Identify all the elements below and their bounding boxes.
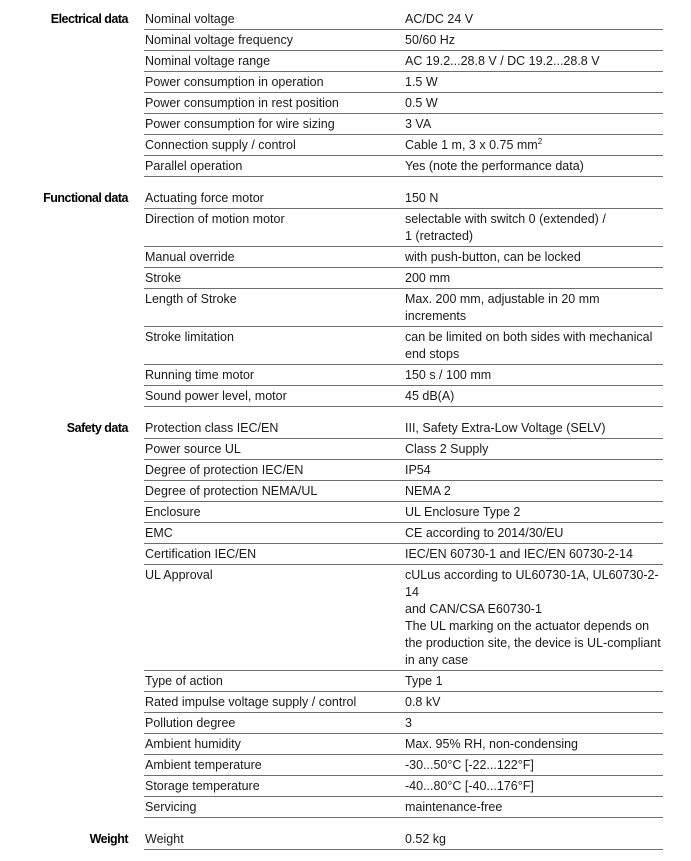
spec-row [144,268,663,289]
spec-label: Nominal voltage [145,12,235,26]
spec-row [144,439,663,460]
spec-value-line: 45 dB(A) [405,389,455,403]
spec-section-weight [0,829,691,850]
spec-row [144,135,663,156]
spec-value [405,270,663,287]
spec-value-line: AC 19.2...28.8 V / DC 19.2...28.8 V [405,54,600,68]
section-title: Weight [89,832,128,846]
spec-value [405,32,663,49]
spec-value [405,291,663,325]
spec-value [405,367,663,384]
superscript-2: 2 [537,136,543,146]
spec-label: Power consumption in rest position [145,96,339,110]
spec-row [144,565,663,671]
spec-label: EMC [145,526,173,540]
spec-value-line: NEMA 2 [405,484,451,498]
spec-value [405,158,663,175]
spec-value-line: 0.5 W [405,96,438,110]
spec-value-line: UL Enclosure Type 2 [405,505,521,519]
spec-row [144,188,663,209]
spec-value-line: 0.8 kV [405,695,441,709]
section-title: Safety data [66,421,128,435]
spec-value-line: AC/DC 24 V [405,12,474,26]
spec-value-line: Yes (note the performance data) [405,159,584,173]
spec-value [405,190,663,207]
spec-rows [144,188,663,407]
spec-rows [144,829,663,850]
spec-value-line: -30...50°C [-22...122°F] [405,758,534,772]
spec-row [144,289,663,327]
spec-value-line: 150 s / 100 mm [405,368,492,382]
spec-value [405,74,663,91]
spec-value-line: cULus according to UL60730-1A, UL60730-2-14 [405,568,659,599]
spec-label: Stroke [145,271,182,285]
spec-label: Connection supply / control [145,138,296,152]
spec-section-electrical-data [0,9,691,177]
spec-row [144,776,663,797]
spec-row [144,692,663,713]
spec-value [405,137,663,154]
spec-row [144,734,663,755]
spec-row [144,460,663,481]
spec-label: Nominal voltage frequency [145,33,293,47]
spec-value [405,715,663,732]
spec-row [144,755,663,776]
spec-value [405,778,663,795]
spec-value [405,799,663,816]
spec-label: Enclosure [145,505,201,519]
spec-row [144,209,663,247]
spec-value [405,567,663,669]
spec-value-line: in any case [405,653,469,667]
spec-row [144,797,663,818]
spec-row [144,365,663,386]
spec-row [144,713,663,734]
spec-label: Degree of protection IEC/EN [145,463,304,477]
spec-row [144,671,663,692]
spec-value-line: can be limited on both sides with mechanical [405,330,653,344]
spec-value-line: 1.5 W [405,75,438,89]
spec-value-line: III, Safety Extra-Low Voltage (SELV) [405,421,606,435]
spec-value-line: Cable 1 m, 3 x 0.75 $mm^2$ [405,136,543,152]
spec-value [405,441,663,458]
spec-value [405,388,663,405]
spec-row [144,327,663,365]
spec-row [144,829,663,850]
spec-value [405,249,663,266]
spec-value [405,694,663,711]
spec-value-line: 0.52 kg [405,832,447,846]
spec-value [405,420,663,437]
spec-value [405,525,663,542]
spec-row [144,523,663,544]
spec-value [405,11,663,28]
spec-row [144,418,663,439]
spec-rows [144,9,663,177]
spec-value-line: Max. 95% RH, non-condensing [405,737,579,751]
spec-value-line: 150 N [405,191,439,205]
spec-value-line: end stops [405,347,460,361]
spec-label: Manual override [145,250,235,264]
spec-value-line: 3 VA [405,117,432,131]
spec-value-line: The UL marking on the actuator depends on [405,619,650,633]
spec-label: Ambient temperature [145,758,262,772]
spec-value [405,211,663,245]
spec-value-line: and CAN/CSA E60730-1 [405,602,542,616]
spec-label: UL Approval [145,568,213,582]
spec-value-line: 3 [405,716,412,730]
spec-label: Type of action [145,674,223,688]
spec-value [405,116,663,133]
spec-value [405,673,663,690]
spec-label: Degree of protection NEMA/UL [145,484,318,498]
spec-label: Running time motor [145,368,255,382]
spec-value-line: 1 (retracted) [405,229,474,243]
spec-row [144,481,663,502]
spec-value [405,95,663,112]
spec-value-line: Class 2 Supply [405,442,489,456]
spec-section-functional-data [0,188,691,407]
spec-label: Direction of motion motor [145,212,285,226]
spec-row [144,93,663,114]
spec-label: Power consumption for wire sizing [145,117,335,131]
spec-label: Rated impulse voltage supply / control [145,695,357,709]
spec-value [405,546,663,563]
spec-label: Certification IEC/EN [145,547,257,561]
spec-value-line: selectable with switch 0 (extended) / [405,212,606,226]
spec-label: Actuating force motor [145,191,264,205]
spec-label: Storage temperature [145,779,260,793]
spec-row [144,51,663,72]
spec-value [405,504,663,521]
spec-value-line: 200 mm [405,271,451,285]
spec-label: Parallel operation [145,159,243,173]
spec-row [144,9,663,30]
spec-value-line: the production site, the device is UL-compliant [405,636,661,650]
spec-section-safety-data [0,418,691,818]
spec-value-line: 50/60 Hz [405,33,456,47]
section-title: Functional data [43,191,128,205]
spec-value [405,483,663,500]
spec-value [405,757,663,774]
spec-label: Power consumption in operation [145,75,324,89]
spec-label: Length of Stroke [145,292,237,306]
spec-value-line: with push-button, can be locked [405,250,581,264]
spec-row [144,247,663,268]
technical-data-sheet [0,9,691,861]
spec-value [405,462,663,479]
spec-row [144,156,663,177]
spec-row [144,30,663,51]
spec-label: Ambient humidity [145,737,241,751]
spec-value-line: -40...80°C [-40...176°F] [405,779,534,793]
spec-label: Stroke limitation [145,330,234,344]
spec-row [144,114,663,135]
spec-value [405,53,663,70]
spec-value [405,329,663,363]
section-title: Electrical data [50,12,128,26]
spec-row [144,72,663,93]
spec-label: Sound power level, motor [145,389,287,403]
spec-row [144,544,663,565]
spec-value [405,831,663,848]
spec-value-line: CE according to 2014/30/EU [405,526,564,540]
spec-label: Pollution degree [145,716,236,730]
spec-value-line: IP54 [405,463,431,477]
spec-label: Servicing [145,800,197,814]
spec-rows [144,418,663,818]
spec-value-line: IEC/EN 60730-1 and IEC/EN 60730-2-14 [405,547,633,561]
spec-label: Power source UL [145,442,241,456]
spec-value-line: Max. 200 mm, adjustable in 20 mm increments [405,292,600,323]
spec-row [144,386,663,407]
spec-value [405,736,663,753]
spec-label: Weight [145,832,184,846]
spec-row [144,502,663,523]
spec-value-line: maintenance-free [405,800,503,814]
spec-value-line: Type 1 [405,674,443,688]
spec-label: Nominal voltage range [145,54,271,68]
spec-label: Protection class IEC/EN [145,421,279,435]
